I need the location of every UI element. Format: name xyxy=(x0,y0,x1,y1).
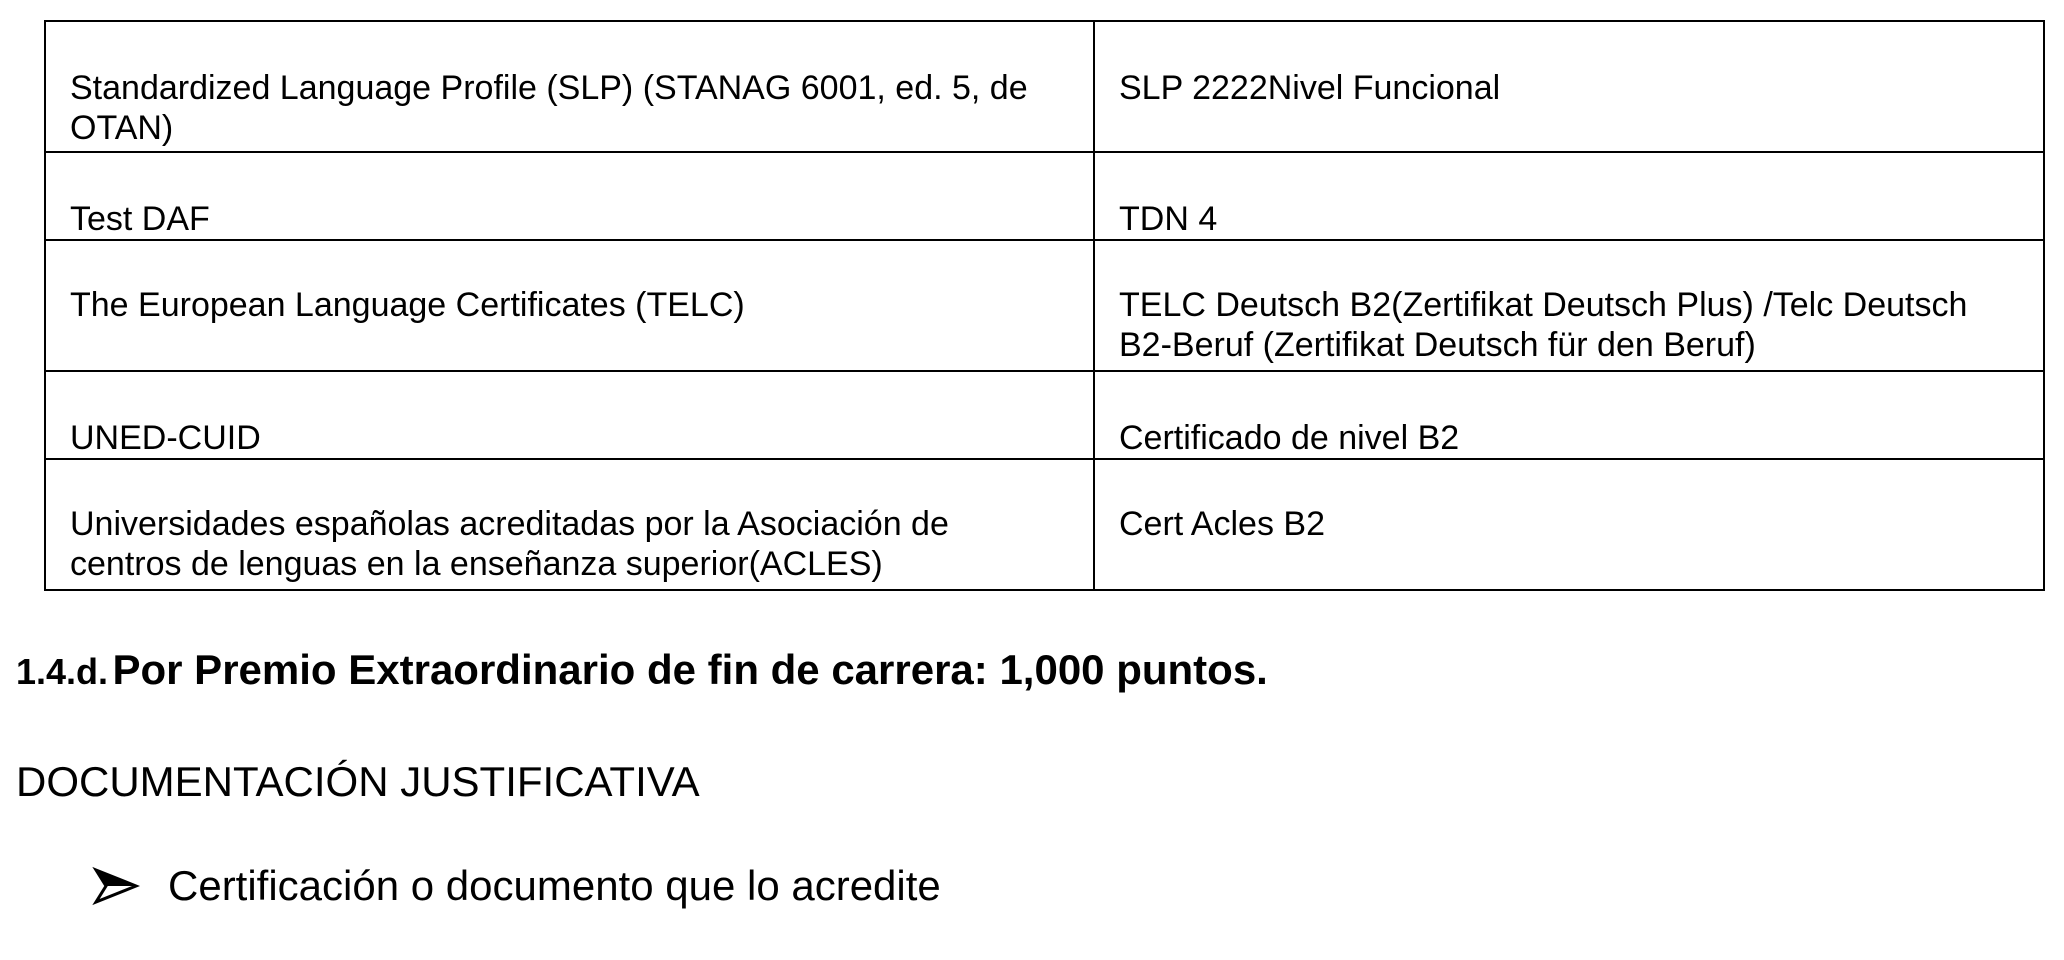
level-cell xyxy=(1094,371,2044,459)
certification-level: TDN 4 xyxy=(1119,200,1218,238)
table-row xyxy=(45,459,2044,590)
certification-name: Universidades españolas acreditadas por la Asociación de centros de lenguas en la enseñanza superior(ACLES) xyxy=(70,505,949,583)
table-row xyxy=(45,371,2044,459)
certification-name: UNED-CUID xyxy=(70,419,261,457)
certification-level: Cert Acles B2 xyxy=(1119,505,1325,543)
certification-cell xyxy=(45,371,1094,459)
certification-level: TELC Deutsch B2(Zertifikat Deutsch Plus) /Telc Deutsch B2-Beruf (Zertifikat Deutsch für den Beruf) xyxy=(1119,286,1968,364)
level-cell xyxy=(1094,21,2044,152)
certification-level: Certificado de nivel B2 xyxy=(1119,419,1460,457)
certificates-table xyxy=(44,20,2045,591)
certification-cell xyxy=(45,21,1094,152)
level-cell xyxy=(1094,240,2044,371)
table-row xyxy=(45,152,2044,240)
section-title: Por Premio Extraordinario de fin de carrera: 1,000 puntos. xyxy=(112,646,1268,693)
section-heading xyxy=(16,646,1268,694)
list-item xyxy=(92,862,941,910)
certification-cell xyxy=(45,152,1094,240)
certification-cell xyxy=(45,240,1094,371)
level-cell xyxy=(1094,459,2044,590)
arrowhead-bullet-icon xyxy=(92,866,140,906)
certification-level: SLP 2222Nivel Funcional xyxy=(1119,69,1501,107)
table-row xyxy=(45,240,2044,371)
table-row xyxy=(45,21,2044,152)
documentation-heading: DOCUMENTACIÓN JUSTIFICATIVA xyxy=(16,758,700,805)
list-item-text: Certificación o documento que lo acredite xyxy=(168,862,941,909)
certification-name: The European Language Certificates (TELC) xyxy=(70,286,745,324)
level-cell xyxy=(1094,152,2044,240)
section-number: 1.4.d. xyxy=(16,651,109,692)
certification-name: Standardized Language Profile (SLP) (STANAG 6001, ed. 5, de OTAN) xyxy=(70,69,1028,147)
certification-cell xyxy=(45,459,1094,590)
certification-name: Test DAF xyxy=(70,200,210,238)
